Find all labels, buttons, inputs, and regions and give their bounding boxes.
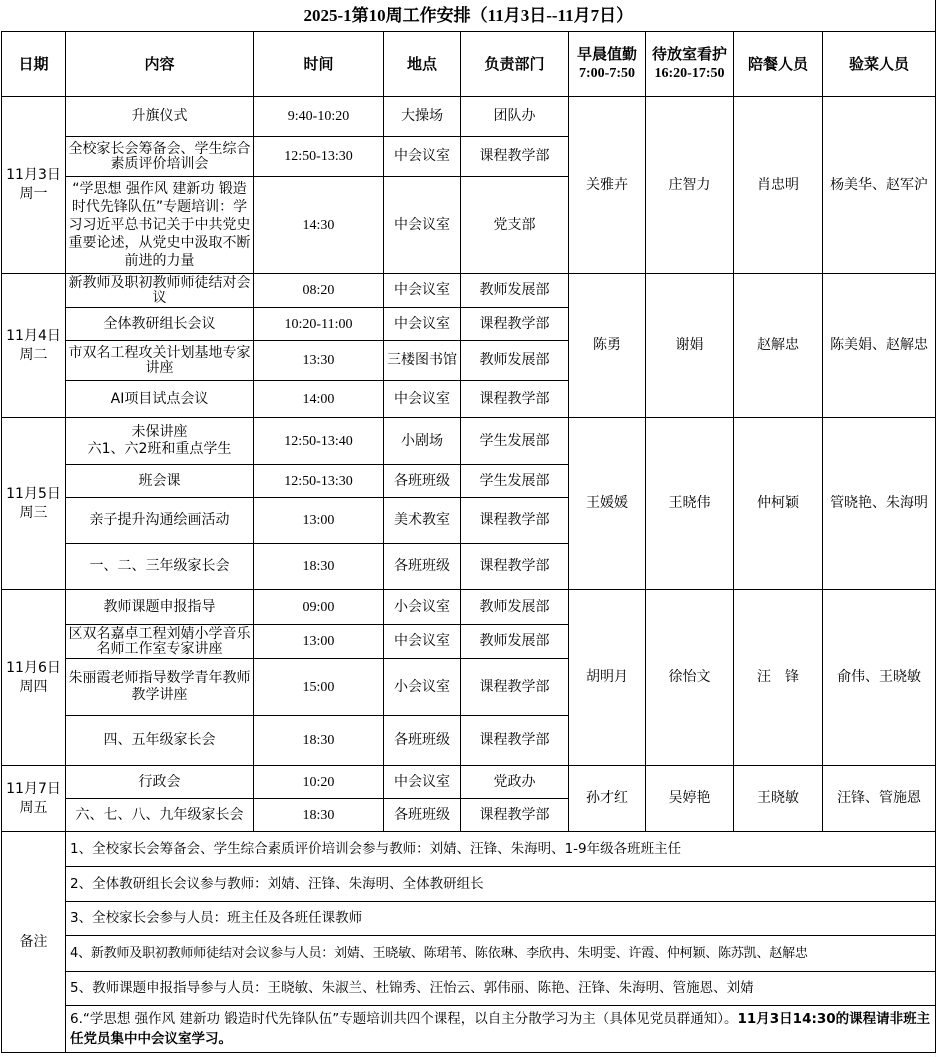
note-row bbox=[2, 936, 936, 972]
event-time: 9:40-10:20 bbox=[254, 97, 384, 137]
event-content-line2: 六1、六2班和重点学生 bbox=[87, 441, 232, 457]
event-department: 课程教学部 bbox=[461, 716, 569, 766]
event-time: 18:30 bbox=[254, 716, 384, 766]
header-time: 时间 bbox=[254, 32, 384, 97]
event-content: 四、五年级家长会 bbox=[66, 716, 254, 766]
morning-duty: 陈勇 bbox=[569, 274, 646, 418]
meal-companion: 赵解忠 bbox=[734, 274, 823, 418]
event-content: 班会课 bbox=[66, 465, 254, 498]
meal-companion: 汪 锋 bbox=[734, 590, 823, 766]
table-row bbox=[2, 274, 936, 308]
event-time: 08:20 bbox=[254, 274, 384, 308]
event-location: 小会议室 bbox=[384, 590, 461, 625]
page-title: 2025-1第10周工作安排（11月3日--11月7日） bbox=[2, 0, 936, 32]
date-cell bbox=[2, 418, 66, 590]
table-row bbox=[2, 590, 936, 625]
event-content: 全体教研组长会议 bbox=[66, 308, 254, 341]
notes-label: 备注 bbox=[2, 832, 66, 1053]
date: 11月7日 bbox=[6, 780, 61, 797]
table-row bbox=[2, 418, 936, 465]
header-afterschool-care bbox=[646, 32, 734, 97]
afterschool-care: 吴婷艳 bbox=[646, 766, 734, 832]
weekday: 周四 bbox=[19, 678, 48, 695]
event-location: 中会议室 bbox=[384, 177, 461, 274]
event-content: 全校家长会筹备会、学生综合素质评价培训会 bbox=[66, 137, 254, 177]
event-location: 美术教室 bbox=[384, 498, 461, 544]
header-department: 负责部门 bbox=[461, 32, 569, 97]
event-department: 学生发展部 bbox=[461, 418, 569, 465]
note-item: 2、全体教研组长会议参与教师：刘婧、汪锋、朱海明、全体教研组长 bbox=[66, 867, 936, 902]
afterschool-care: 徐怡文 bbox=[646, 590, 734, 766]
event-time: 18:30 bbox=[254, 544, 384, 590]
morning-duty: 王媛媛 bbox=[569, 418, 646, 590]
note-item-6-emphasis: 11月3日14:30的课程请非班主任党员集中中会议室学习。 bbox=[70, 1011, 931, 1047]
event-department: 教师发展部 bbox=[461, 341, 569, 381]
note-row bbox=[2, 832, 936, 867]
date: 11月4日 bbox=[6, 327, 61, 344]
weekday: 周二 bbox=[19, 346, 48, 363]
event-department: 课程教学部 bbox=[461, 381, 569, 418]
event-location: 各班班级 bbox=[384, 544, 461, 590]
event-time: 10:20 bbox=[254, 766, 384, 799]
event-location: 三楼图书馆 bbox=[384, 341, 461, 381]
morning-duty: 胡明月 bbox=[569, 590, 646, 766]
header-morning-duty-label: 早晨值勤 bbox=[576, 45, 637, 63]
event-department: 学生发展部 bbox=[461, 465, 569, 498]
event-department: 教师发展部 bbox=[461, 274, 569, 308]
event-content: 行政会 bbox=[66, 766, 254, 799]
note-item-6-text: 6.“学思想 强作风 建新功 锻造时代先锋队伍”专题培训共四个课程，以自主分散学习为主（具体见党员群通知）。 bbox=[70, 1011, 738, 1027]
event-department: 课程教学部 bbox=[461, 544, 569, 590]
food-inspector: 杨美华、赵军沪 bbox=[823, 97, 936, 274]
meal-companion: 仲柯颖 bbox=[734, 418, 823, 590]
event-time: 15:00 bbox=[254, 659, 384, 716]
event-content: 教师课题申报指导 bbox=[66, 590, 254, 625]
event-content: 六、七、八、九年级家长会 bbox=[66, 799, 254, 832]
event-location: 各班班级 bbox=[384, 716, 461, 766]
food-inspector: 管晓艳、朱海明 bbox=[823, 418, 936, 590]
meal-companion: 肖忠明 bbox=[734, 97, 823, 274]
event-department: 课程教学部 bbox=[461, 799, 569, 832]
event-time: 10:20-11:00 bbox=[254, 308, 384, 341]
event-content: “学思想 强作风 建新功 锻造时代先锋队伍”专题培训：学习习近平总书记关于中共党史重要论述，从党史中汲取不断前进的力量 bbox=[66, 177, 254, 274]
event-content: 升旗仪式 bbox=[66, 97, 254, 137]
date: 11月5日 bbox=[6, 485, 61, 502]
event-content: 一、二、三年级家长会 bbox=[66, 544, 254, 590]
header-content: 内容 bbox=[66, 32, 254, 97]
note-item bbox=[66, 1006, 936, 1053]
note-row bbox=[2, 902, 936, 936]
event-content: 区双名嘉卓工程刘婧小学音乐名师工作室专家讲座 bbox=[66, 625, 254, 659]
header-date: 日期 bbox=[2, 32, 66, 97]
table-row bbox=[2, 766, 936, 799]
date-cell bbox=[2, 766, 66, 832]
event-time: 13:30 bbox=[254, 341, 384, 381]
food-inspector: 陈美娟、赵解忠 bbox=[823, 274, 936, 418]
header-afterschool-care-time: 16:20-17:50 bbox=[654, 66, 725, 81]
event-location: 大操场 bbox=[384, 97, 461, 137]
afterschool-care: 庄智力 bbox=[646, 97, 734, 274]
weekday: 周五 bbox=[19, 799, 48, 816]
event-content-line1: 未保讲座 bbox=[131, 424, 188, 440]
note-row bbox=[2, 867, 936, 902]
event-location: 小剧场 bbox=[384, 418, 461, 465]
morning-duty: 关雅卉 bbox=[569, 97, 646, 274]
header-food-inspector: 验菜人员 bbox=[823, 32, 936, 97]
event-location: 中会议室 bbox=[384, 766, 461, 799]
event-location: 各班班级 bbox=[384, 799, 461, 832]
header-afterschool-care-label: 待放室看护 bbox=[651, 45, 727, 63]
weekday: 周三 bbox=[19, 504, 48, 521]
note-row bbox=[2, 1006, 936, 1053]
event-location: 各班班级 bbox=[384, 465, 461, 498]
event-location: 中会议室 bbox=[384, 381, 461, 418]
event-department: 课程教学部 bbox=[461, 137, 569, 177]
event-time: 12:50-13:30 bbox=[254, 137, 384, 177]
event-time: 14:00 bbox=[254, 381, 384, 418]
event-time: 12:50-13:30 bbox=[254, 465, 384, 498]
header-location: 地点 bbox=[384, 32, 461, 97]
event-location: 中会议室 bbox=[384, 137, 461, 177]
afterschool-care: 王晓伟 bbox=[646, 418, 734, 590]
note-item: 1、全校家长会筹备会、学生综合素质评价培训会参与教师：刘婧、汪锋、朱海明、1-9年级各班班主任 bbox=[66, 832, 936, 867]
event-department: 团队办 bbox=[461, 97, 569, 137]
event-location: 中会议室 bbox=[384, 274, 461, 308]
food-inspector: 俞伟、王晓敏 bbox=[823, 590, 936, 766]
event-department: 党政办 bbox=[461, 766, 569, 799]
title-row bbox=[2, 0, 936, 32]
weekly-schedule-table bbox=[1, 0, 936, 1053]
event-time: 13:00 bbox=[254, 625, 384, 659]
morning-duty: 孙才红 bbox=[569, 766, 646, 832]
event-department: 教师发展部 bbox=[461, 590, 569, 625]
date: 11月6日 bbox=[6, 659, 61, 676]
header-morning-duty bbox=[569, 32, 646, 97]
event-time: 14:30 bbox=[254, 177, 384, 274]
table-row bbox=[2, 97, 936, 137]
event-time: 12:50-13:40 bbox=[254, 418, 384, 465]
event-location: 小会议室 bbox=[384, 659, 461, 716]
event-department: 课程教学部 bbox=[461, 498, 569, 544]
event-content: 亲子提升沟通绘画活动 bbox=[66, 498, 254, 544]
event-content bbox=[66, 418, 254, 465]
afterschool-care: 谢娟 bbox=[646, 274, 734, 418]
date-cell bbox=[2, 274, 66, 418]
header-morning-duty-time: 7:00-7:50 bbox=[579, 66, 635, 81]
note-item: 3、全校家长会参与人员：班主任及各班任课教师 bbox=[66, 902, 936, 936]
weekday: 周一 bbox=[19, 186, 48, 202]
event-content: 朱丽霞老师指导数学青年教师教学讲座 bbox=[66, 659, 254, 716]
date: 11月3日 bbox=[6, 167, 61, 183]
note-item: 5、教师课题申报指导参与人员：王晓敏、朱淑兰、杜锦秀、汪怡云、郭伟丽、陈艳、汪锋、朱海明、管施恩、刘婧 bbox=[66, 972, 936, 1006]
note-item: 4、新教师及职初教师师徒结对会议参与人员：刘婧、王晓敏、陈珺苇、陈依琳、李欣冉、朱明雯、许霞、仲柯颖、陈苏凯、赵解忠 bbox=[66, 936, 936, 972]
event-content: 市双名工程攻关计划基地专家讲座 bbox=[66, 341, 254, 381]
meal-companion: 王晓敏 bbox=[734, 766, 823, 832]
date-cell bbox=[2, 97, 66, 274]
event-time: 09:00 bbox=[254, 590, 384, 625]
food-inspector: 汪锋、管施恩 bbox=[823, 766, 936, 832]
event-department: 课程教学部 bbox=[461, 308, 569, 341]
event-time: 13:00 bbox=[254, 498, 384, 544]
note-row bbox=[2, 972, 936, 1006]
header-row bbox=[2, 32, 936, 97]
event-time: 18:30 bbox=[254, 799, 384, 832]
event-department: 课程教学部 bbox=[461, 659, 569, 716]
event-department: 教师发展部 bbox=[461, 625, 569, 659]
event-location: 中会议室 bbox=[384, 625, 461, 659]
header-meal-companion: 陪餐人员 bbox=[734, 32, 823, 97]
date-cell bbox=[2, 590, 66, 766]
event-department: 党支部 bbox=[461, 177, 569, 274]
event-content: 新教师及职初教师师徒结对会议 bbox=[66, 274, 254, 308]
event-location: 中会议室 bbox=[384, 308, 461, 341]
event-content: AI项目试点会议 bbox=[66, 381, 254, 418]
